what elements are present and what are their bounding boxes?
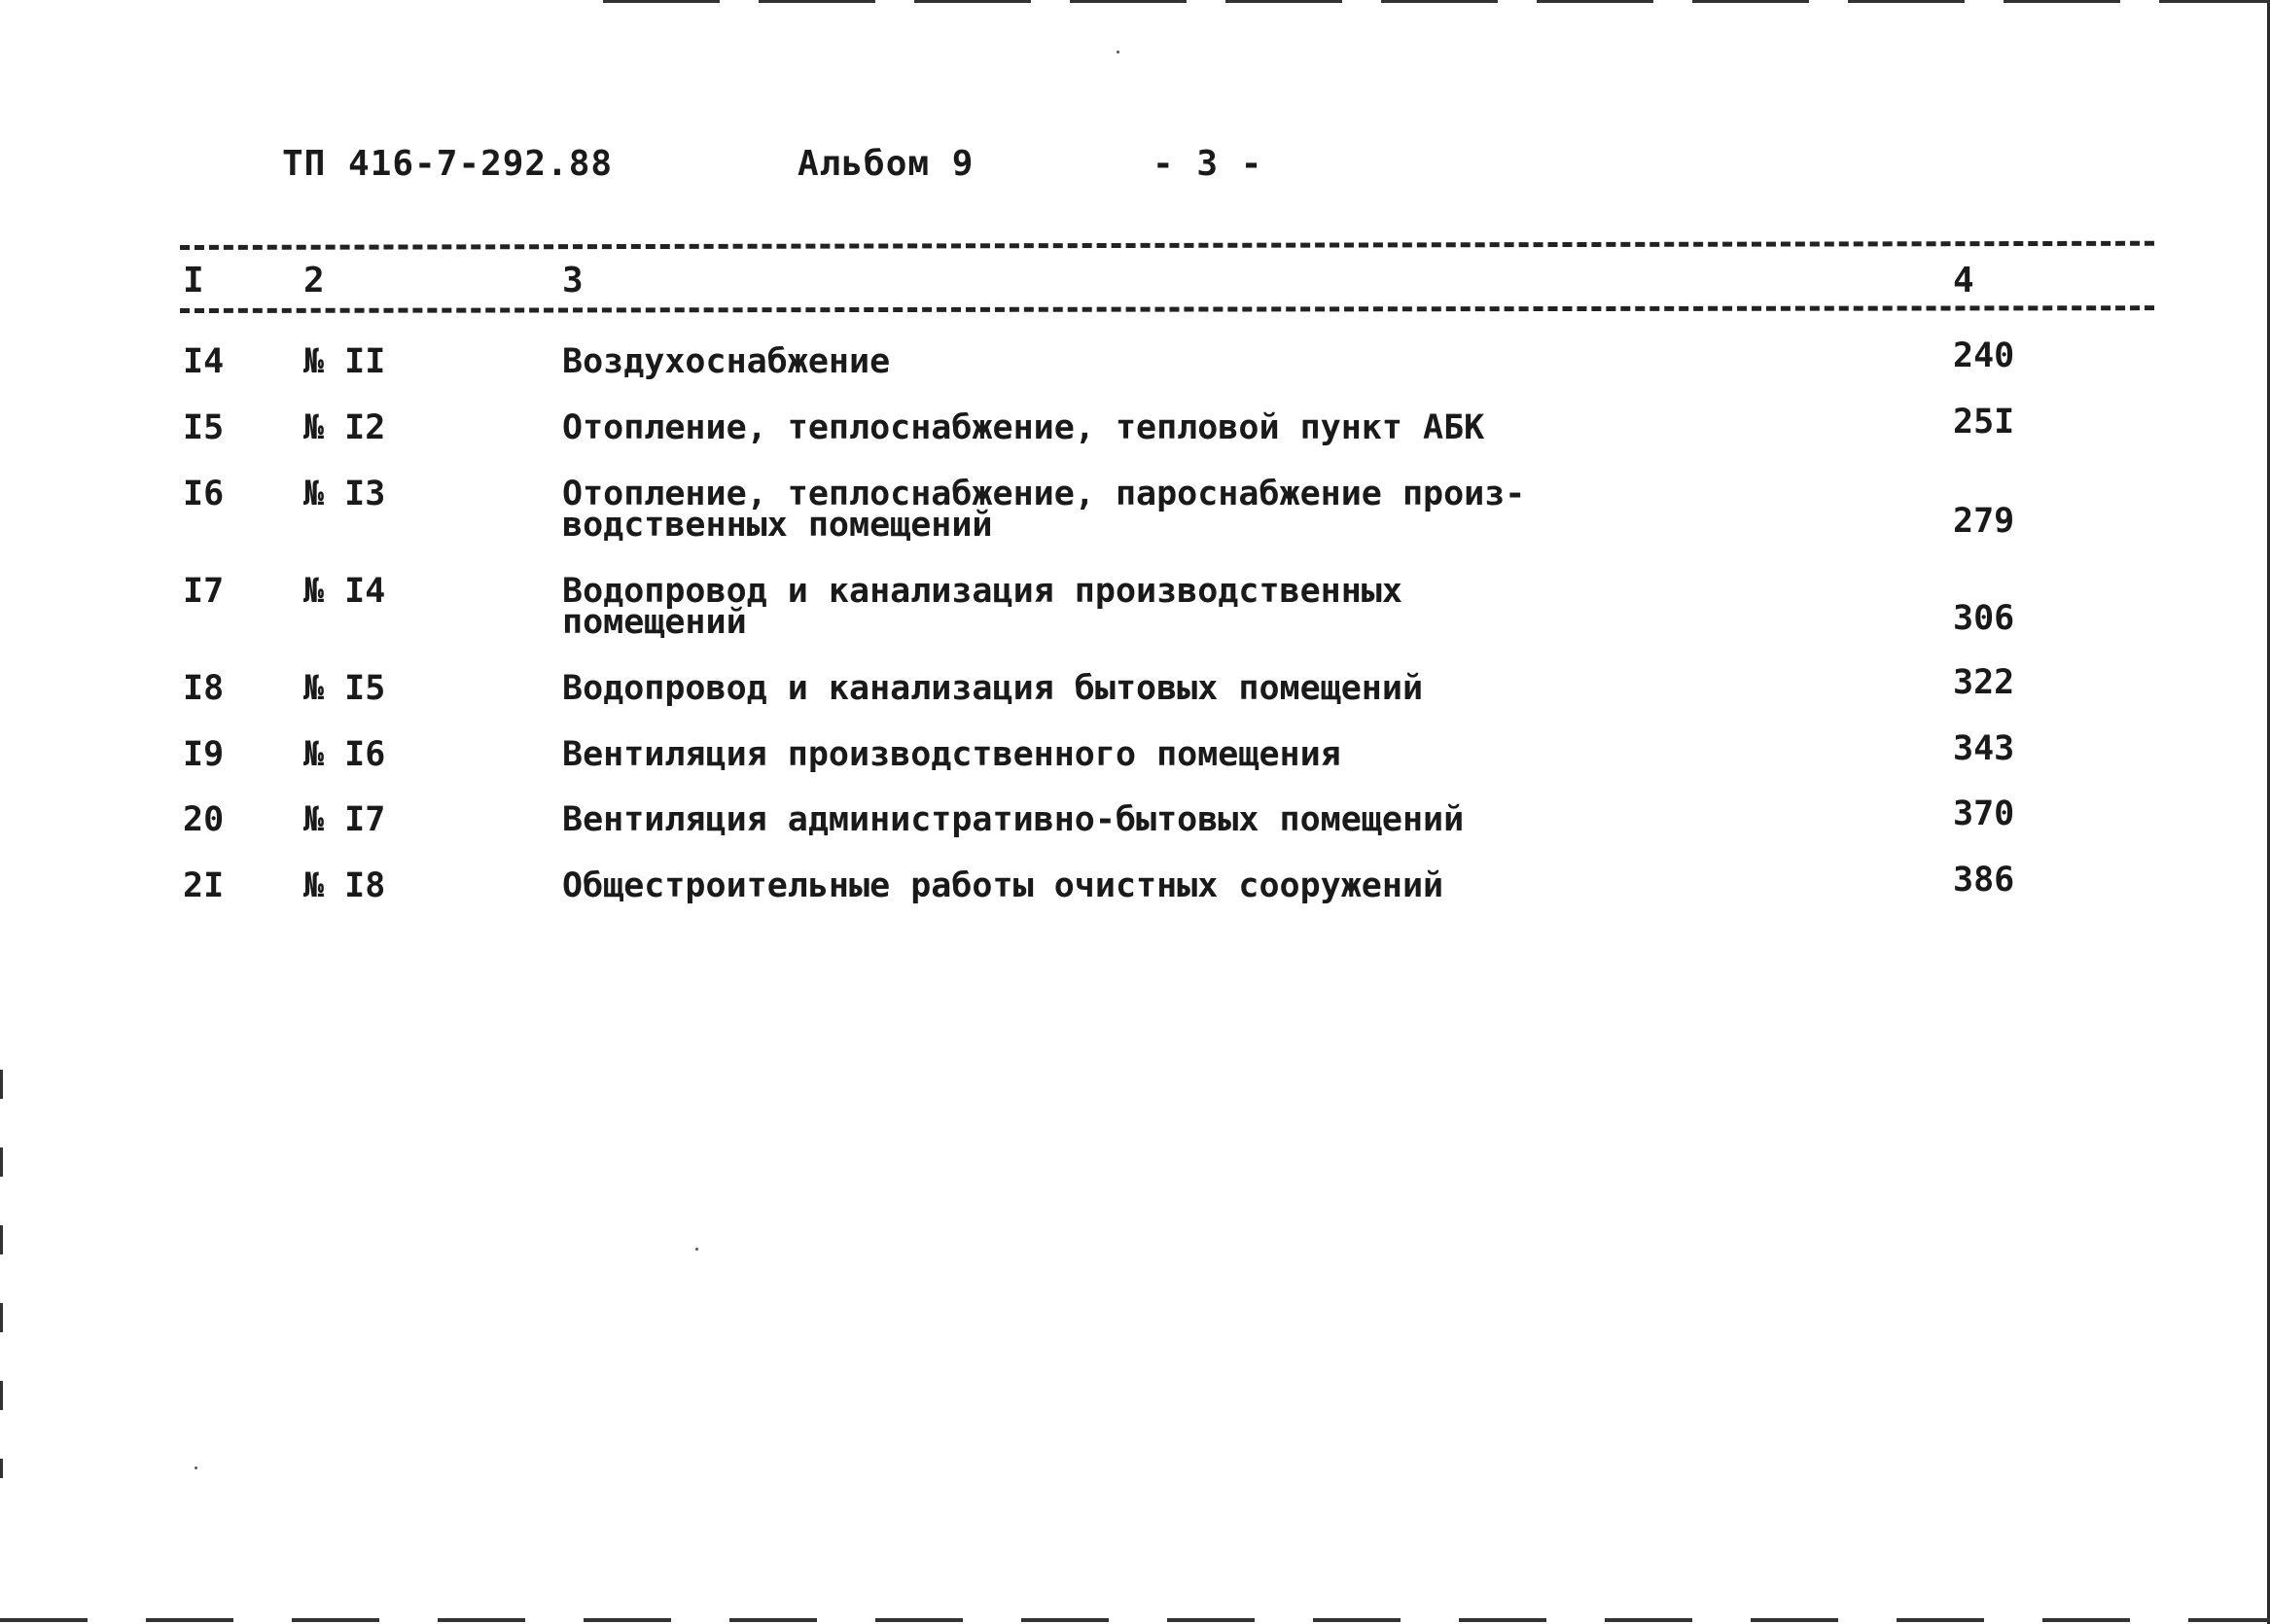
row-title-line-2: водственных помещений xyxy=(562,506,993,545)
row-reference: № I5 xyxy=(303,669,386,708)
row-page: 386 xyxy=(1953,861,2015,900)
row-page: 279 xyxy=(1953,502,2015,541)
row-reference: № I7 xyxy=(303,800,386,839)
row-reference: № I3 xyxy=(303,475,386,513)
row-page: 343 xyxy=(1953,729,2015,768)
row-reference: № II xyxy=(303,342,386,381)
row-number: I5 xyxy=(183,408,225,447)
column-header-4: 4 xyxy=(1953,261,1974,300)
scan-speck xyxy=(695,1248,698,1251)
scan-speck xyxy=(195,1466,197,1469)
row-title xyxy=(562,410,1632,445)
row-reference: № I4 xyxy=(303,572,386,611)
row-page: 370 xyxy=(1953,794,2015,833)
row-title-line-1: Отопление, теплоснабжение, пароснабжение произ- xyxy=(562,475,1526,513)
row-title xyxy=(562,868,1632,903)
table-top-rule xyxy=(180,241,2154,250)
row-title xyxy=(562,671,1632,706)
row-page: 25I xyxy=(1953,403,2015,441)
row-title-line-1: Вентиляция административно-бытовых помещений xyxy=(562,800,1465,839)
row-reference: № I6 xyxy=(303,735,386,774)
row-title-line-1: Отопление, теплоснабжение, тепловой пункт АБК xyxy=(562,408,1485,447)
row-number: I4 xyxy=(183,342,225,381)
row-title-line-1: Водопровод и канализация бытовых помещений xyxy=(562,669,1424,708)
row-reference: № I8 xyxy=(303,866,386,905)
document-code: ТП 416-7-292.88 xyxy=(282,144,614,184)
row-reference: № I2 xyxy=(303,408,386,447)
row-title xyxy=(562,737,1632,772)
row-number: 2I xyxy=(183,866,225,905)
table-header-rule xyxy=(180,305,2154,313)
scan-edge-bottom xyxy=(0,1618,2270,1622)
row-number: I8 xyxy=(183,669,225,708)
album-label: Альбом 9 xyxy=(798,144,975,184)
row-page: 306 xyxy=(1953,599,2015,638)
page-number: - 3 - xyxy=(1153,144,1263,184)
row-title xyxy=(562,344,1632,379)
scan-speck xyxy=(1117,51,1119,53)
row-title-line-1: Вентиляция производственного помещения xyxy=(562,735,1341,774)
row-title-line-2: помещений xyxy=(562,603,747,642)
row-title-line-1: Воздухоснабжение xyxy=(562,342,891,381)
column-header-2: 2 xyxy=(303,261,325,300)
row-title-line-1: Водопровод и канализация производственных xyxy=(562,572,1402,611)
row-number: I9 xyxy=(183,735,225,774)
row-number: I7 xyxy=(183,572,225,611)
scan-edge-left xyxy=(0,1070,3,1478)
row-number: I6 xyxy=(183,475,225,513)
row-page: 240 xyxy=(1953,336,2015,375)
row-title xyxy=(562,477,1632,543)
row-title xyxy=(562,802,1632,837)
column-header-3: 3 xyxy=(562,261,584,300)
row-title xyxy=(562,574,1632,640)
row-title-line-1: Общестроительные работы очистных сооружений xyxy=(562,866,1444,905)
row-page: 322 xyxy=(1953,663,2015,702)
column-header-1: I xyxy=(183,261,204,300)
scan-edge-top xyxy=(603,0,2270,3)
row-number: 20 xyxy=(183,800,225,839)
